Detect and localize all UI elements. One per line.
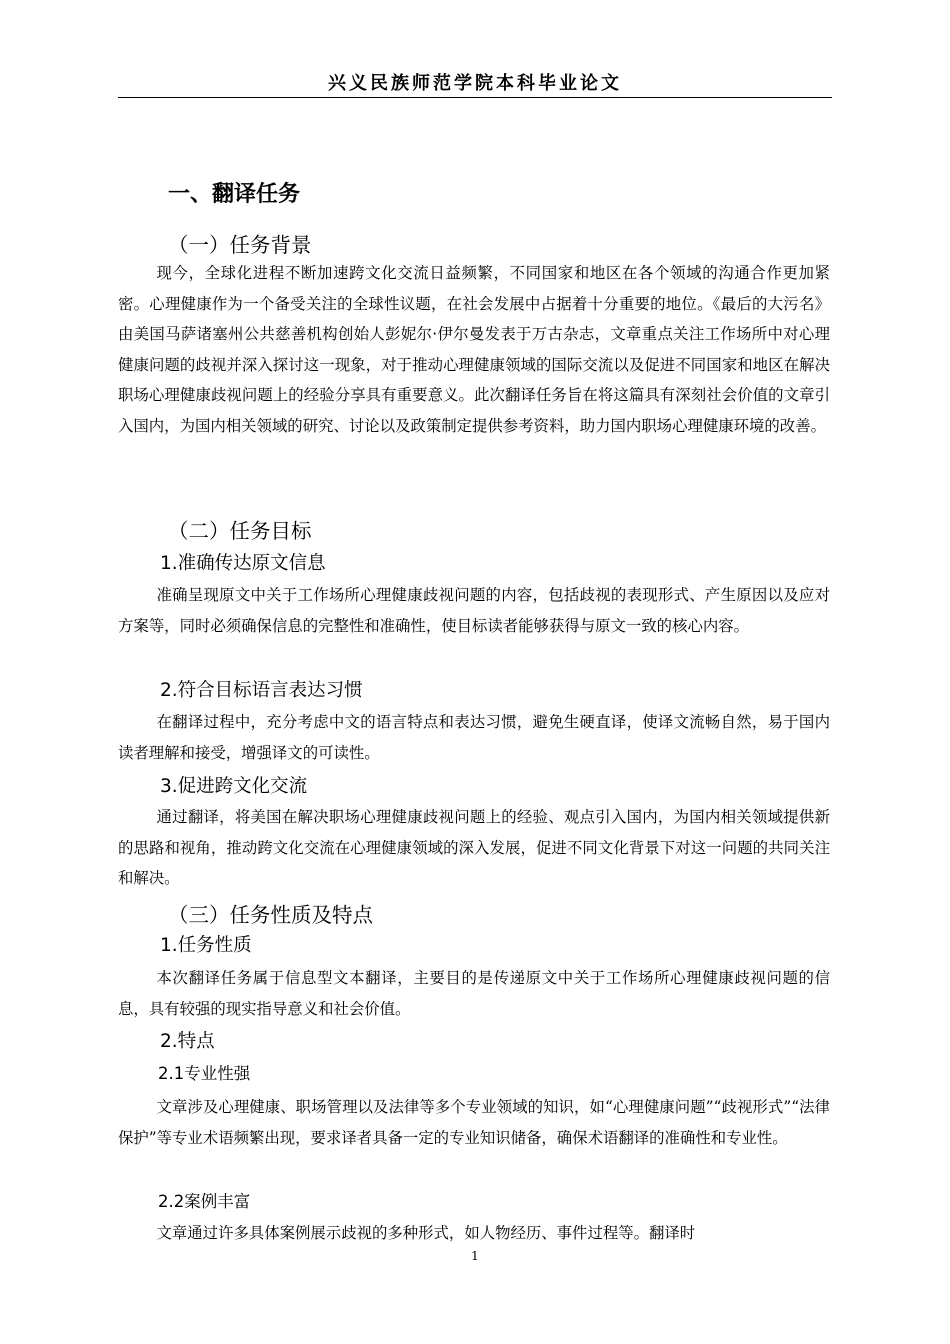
paragraph-feature-professional: 文章涉及心理健康、职场管理以及法律等多个专业领域的知识，如“心理健康问题”“歧视形式”“法律保护”等专业术语频繁出现，要求译者具备一定的专业知识储备，确保术语翻译的准确性和专业性。: [118, 1098, 830, 1147]
heading-objective-3: 3.促进跨文化交流: [160, 776, 308, 797]
paragraph-feature-cases: 文章通过许多具体案例展示歧视的多种形式，如人物经历、事件过程等。翻译时: [156, 1224, 696, 1242]
heading-objective-1: 1.准确传达原文信息: [160, 553, 326, 574]
running-header: 兴义民族师范学院本科毕业论文: [328, 73, 622, 94]
paragraph-background: 现今，全球化进程不断加速跨文化交流日益频繁，不同国家和地区在各个领域的沟通合作更加紧密。心理健康作为一个备受关注的全球性议题，在社会发展中占据着十分重要的地位。《最后的大污名》由美国马萨诸塞州公共慈善机构创始人彭妮尔·伊尔曼发表于万古杂志，文章重点关注工作场所中对心理健康问题的歧视并深入探讨这一现象，对于推动心理健康领域的国际交流以及促进不同国家和地区在解决职场心理健康歧视问题上的经验分享具有重要意义。此次翻译任务旨在将这篇具有深刻社会价值的文章引入国内，为国内相关领域的研究、讨论以及政策制定提供参考资料，助力国内职场心理健康环境的改善。: [118, 264, 830, 435]
subsection-heading-background: （一）任务背景: [168, 233, 312, 257]
heading-feature-cases: 2.2案例丰富: [158, 1192, 251, 1211]
heading-feature-professional: 2.1专业性强: [158, 1064, 251, 1083]
heading-features: 2.特点: [160, 1031, 215, 1052]
subsection-heading-objectives: （二）任务目标: [168, 519, 312, 543]
section-heading-translation-task: 一、翻译任务: [168, 182, 301, 207]
subsection-heading-nature: （三）任务性质及特点: [168, 903, 373, 927]
heading-objective-2: 2.符合目标语言表达习惯: [160, 680, 363, 701]
heading-task-nature: 1.任务性质: [160, 935, 252, 956]
paragraph-objective-3: 通过翻译，将美国在解决职场心理健康歧视问题上的经验、观点引入国内，为国内相关领域提供新的思路和视角，推动跨文化交流在心理健康领域的深入发展，促进不同文化背景下对这一问题的共同关注和解决。: [118, 808, 830, 887]
header-rule: [118, 97, 832, 98]
paragraph-objective-2: 在翻译过程中，充分考虑中文的语言特点和表达习惯，避免生硬直译，使译文流畅自然，易于国内读者理解和接受，增强译文的可读性。: [118, 713, 830, 762]
page-number: 1: [471, 1249, 479, 1263]
paragraph-objective-1: 准确呈现原文中关于工作场所心理健康歧视问题的内容，包括歧视的表现形式、产生原因以及应对方案等，同时必须确保信息的完整性和准确性，使目标读者能够获得与原文一致的核心内容。: [118, 586, 830, 635]
paragraph-task-nature: 本次翻译任务属于信息型文本翻译，主要目的是传递原文中关于工作场所心理健康歧视问题的信息，具有较强的现实指导意义和社会价值。: [118, 969, 830, 1018]
